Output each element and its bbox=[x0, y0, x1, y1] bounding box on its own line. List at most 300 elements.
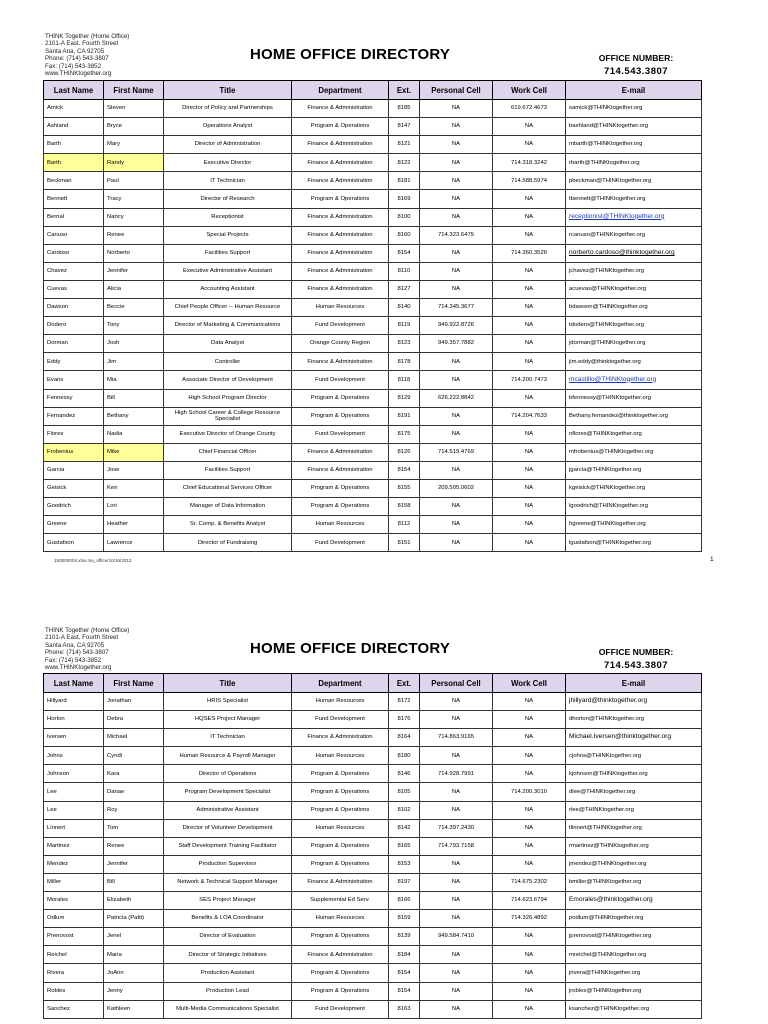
cell-first-name: Danae bbox=[104, 783, 164, 801]
cell-ext: 8153 bbox=[389, 855, 420, 873]
cell-last-name: Lee bbox=[44, 783, 104, 801]
cell-work-cell: 714.623.6794 bbox=[493, 892, 566, 910]
cell-first-name: Debra bbox=[104, 711, 164, 729]
office-number-label: OFFICE NUMBER: bbox=[598, 53, 674, 63]
company-name: THINK Together (Home Office) bbox=[45, 627, 130, 634]
cell-department: Human Resources bbox=[292, 910, 389, 928]
cell-department: Finance & Administration bbox=[292, 100, 389, 118]
cell-department: Supplemental Ed Serv. bbox=[292, 892, 389, 910]
cell-personal-cell: NA bbox=[420, 136, 493, 154]
cell-work-cell: NA bbox=[493, 280, 566, 298]
cell-first-name: Bethany bbox=[104, 407, 164, 425]
company-fax: Fax: (714) 543-3852 bbox=[45, 656, 102, 664]
cell-first-name: Norberto bbox=[104, 244, 164, 262]
table-row bbox=[44, 765, 702, 783]
table-row bbox=[44, 335, 702, 353]
cell-ext: 8185 bbox=[389, 100, 420, 118]
directory-table-body bbox=[44, 693, 702, 1019]
cell-last-name: Bernal bbox=[44, 208, 104, 226]
cell-title: Executive Director of Orange County bbox=[164, 425, 292, 443]
company-city: Santa Ana, CA 92705 bbox=[45, 641, 105, 649]
cell-last-name: Frobenius bbox=[44, 443, 104, 461]
table-header-row bbox=[44, 81, 702, 100]
cell-last-name: Evans bbox=[44, 371, 104, 389]
col-header-personal-cell: Personal Cell bbox=[420, 81, 493, 100]
cell-ext: 8169 bbox=[389, 190, 420, 208]
cell-work-cell: 714.675.2302 bbox=[493, 873, 566, 891]
cell-email: nflores@THINKtogether.org bbox=[566, 425, 702, 443]
cell-personal-cell: NA bbox=[420, 190, 493, 208]
cell-email: bdawson@THINKtogether.org bbox=[566, 299, 702, 317]
cell-title: High School Career & College Resource Specialist bbox=[164, 407, 292, 425]
cell-email: tlinnert@THINKtogether.org bbox=[566, 819, 702, 837]
cell-department: Program & Operations bbox=[292, 855, 389, 873]
cell-title: Facilities Support bbox=[164, 244, 292, 262]
cell-ext: 8126 bbox=[389, 443, 420, 461]
cell-personal-cell: NA bbox=[420, 873, 493, 891]
cell-title: IT Technician bbox=[164, 172, 292, 190]
cell-first-name: Mary bbox=[104, 136, 164, 154]
company-phone: Phone: (714) 543-3807 bbox=[45, 649, 109, 657]
cell-email: jprenovost@THINKtogether.org bbox=[566, 928, 702, 946]
cell-ext: 8159 bbox=[389, 910, 420, 928]
col-header-work-cell: Work Cell bbox=[493, 81, 566, 100]
cell-email: samick@THINKtogether.org bbox=[566, 100, 702, 118]
cell-first-name: Lawrence bbox=[104, 534, 164, 552]
table-row bbox=[44, 855, 702, 873]
table-row bbox=[44, 479, 702, 497]
col-header-email: E-mail bbox=[566, 81, 702, 100]
directory-title: HOME OFFICE DIRECTORY bbox=[250, 640, 451, 657]
cell-work-cell: NA bbox=[493, 389, 566, 407]
cell-personal-cell: NA bbox=[420, 801, 493, 819]
cell-email: jdorman@THINKtogether.org bbox=[566, 335, 702, 353]
office-number-block bbox=[586, 646, 686, 672]
cell-work-cell: NA bbox=[493, 461, 566, 479]
cell-personal-cell: 714.928.7991 bbox=[420, 765, 493, 783]
cell-first-name: Lori bbox=[104, 498, 164, 516]
cell-email: rmartinez@THINKtogether.org bbox=[566, 837, 702, 855]
cell-work-cell: NA bbox=[493, 498, 566, 516]
cell-work-cell: NA bbox=[493, 819, 566, 837]
table-row bbox=[44, 317, 702, 335]
cell-title: Administrative Assistant bbox=[164, 801, 292, 819]
cell-department: Fund Development bbox=[292, 1000, 389, 1018]
cell-work-cell: NA bbox=[493, 534, 566, 552]
cell-first-name: Tony bbox=[104, 317, 164, 335]
cell-last-name: Beckman bbox=[44, 172, 104, 190]
cell-title: Director of Volunteer Development bbox=[164, 819, 292, 837]
table-row bbox=[44, 172, 702, 190]
cell-title: HRIS Specialist bbox=[164, 693, 292, 711]
cell-ext: 8178 bbox=[389, 353, 420, 371]
cell-personal-cell: NA bbox=[420, 280, 493, 298]
cell-title: Benefits & LOA Coordinator bbox=[164, 910, 292, 928]
cell-department: Program & Operations bbox=[292, 190, 389, 208]
cell-department: Finance & Administration bbox=[292, 226, 389, 244]
cell-department: Finance & Administration bbox=[292, 262, 389, 280]
table-row bbox=[44, 208, 702, 226]
table-row bbox=[44, 498, 702, 516]
cell-email: Emorales@thinktogether.org bbox=[566, 892, 702, 910]
cell-last-name: Fernandez bbox=[44, 407, 104, 425]
cell-email: mbarth@THINKtogether.org bbox=[566, 136, 702, 154]
cell-title: Chief Financial Officer bbox=[164, 443, 292, 461]
company-website: www.THINKtogether.org bbox=[45, 664, 112, 672]
cell-email: mreichel@THINKtogether.org bbox=[566, 946, 702, 964]
col-header-work-cell: Work Cell bbox=[493, 674, 566, 693]
cell-title: Accounting Assistant bbox=[164, 280, 292, 298]
cell-work-cell: NA bbox=[493, 443, 566, 461]
cell-last-name: Amick bbox=[44, 100, 104, 118]
cell-email: bfennessy@THINKtogether.org bbox=[566, 389, 702, 407]
col-header-ext: Ext. bbox=[389, 81, 420, 100]
cell-work-cell: 714.318.3242 bbox=[493, 154, 566, 172]
cell-personal-cell: NA bbox=[420, 154, 493, 172]
cell-personal-cell: NA bbox=[420, 100, 493, 118]
cell-title: Program Development Specialist bbox=[164, 783, 292, 801]
table-row bbox=[44, 1000, 702, 1018]
cell-ext: 8147 bbox=[389, 118, 420, 136]
cell-first-name: Maria bbox=[104, 946, 164, 964]
cell-email: rlee@THINKtogether.org bbox=[566, 801, 702, 819]
cell-department: Fund Development bbox=[292, 534, 389, 552]
cell-department: Fund Development bbox=[292, 711, 389, 729]
cell-last-name: Iversen bbox=[44, 729, 104, 747]
cell-department: Program & Operations bbox=[292, 407, 389, 425]
cell-ext: 8166 bbox=[389, 892, 420, 910]
cell-email: jrobles@THINKtogether.org bbox=[566, 982, 702, 1000]
table-row bbox=[44, 371, 702, 389]
cell-personal-cell: NA bbox=[420, 498, 493, 516]
cell-department: Program & Operations bbox=[292, 928, 389, 946]
cell-first-name: Heather bbox=[104, 516, 164, 534]
cell-work-cell: NA bbox=[493, 729, 566, 747]
cell-title: High School Program Director bbox=[164, 389, 292, 407]
cell-personal-cell: 714.397.2430 bbox=[420, 819, 493, 837]
cell-ext: 8155 bbox=[389, 479, 420, 497]
cell-ext: 8197 bbox=[389, 873, 420, 891]
cell-work-cell: NA bbox=[493, 982, 566, 1000]
cell-personal-cell: 949.922.8726 bbox=[420, 317, 493, 335]
col-header-email: E-mail bbox=[566, 674, 702, 693]
table-row bbox=[44, 353, 702, 371]
cell-last-name: Prenovost bbox=[44, 928, 104, 946]
table-row bbox=[44, 407, 702, 425]
table-row bbox=[44, 226, 702, 244]
cell-email: bashland@THINKtogether.org bbox=[566, 118, 702, 136]
cell-ext: 8139 bbox=[389, 928, 420, 946]
cell-first-name: Jenny bbox=[104, 982, 164, 1000]
cell-first-name: Tracy bbox=[104, 190, 164, 208]
cell-first-name: Roy bbox=[104, 801, 164, 819]
table-row bbox=[44, 389, 702, 407]
office-number-label: OFFICE NUMBER: bbox=[598, 647, 674, 657]
table-row bbox=[44, 729, 702, 747]
cell-work-cell: NA bbox=[493, 425, 566, 443]
cell-title: Chief Educational Services Officer bbox=[164, 479, 292, 497]
cell-last-name: Goodrich bbox=[44, 498, 104, 516]
cell-last-name: Reichel bbox=[44, 946, 104, 964]
cell-department: Orange County Region bbox=[292, 335, 389, 353]
cell-ext: 8154 bbox=[389, 244, 420, 262]
cell-ext: 8129 bbox=[389, 389, 420, 407]
cell-last-name: Martinez bbox=[44, 837, 104, 855]
company-address-block bbox=[45, 33, 129, 77]
col-header-title: Title bbox=[164, 81, 292, 100]
cell-email: cjohns@THINKtogether.org bbox=[566, 747, 702, 765]
table-row bbox=[44, 262, 702, 280]
table-row bbox=[44, 783, 702, 801]
cell-personal-cell: 209.505.0602 bbox=[420, 479, 493, 497]
table-row bbox=[44, 837, 702, 855]
cell-ext: 8172 bbox=[389, 693, 420, 711]
cell-department: Finance & Administration bbox=[292, 461, 389, 479]
cell-department: Human Resources bbox=[292, 516, 389, 534]
cell-department: Finance & Administration bbox=[292, 280, 389, 298]
cell-title: IT Technician bbox=[164, 729, 292, 747]
cell-personal-cell: NA bbox=[420, 783, 493, 801]
cell-last-name: Odlum bbox=[44, 910, 104, 928]
directory-page-2 bbox=[0, 590, 768, 1024]
cell-ext: 8175 bbox=[389, 425, 420, 443]
col-header-department: Department bbox=[292, 81, 389, 100]
cell-department: Finance & Administration bbox=[292, 873, 389, 891]
cell-title: Network & Technical Support Manager bbox=[164, 873, 292, 891]
cell-personal-cell: NA bbox=[420, 711, 493, 729]
cell-ext: 8154 bbox=[389, 461, 420, 479]
cell-department: Program & Operations bbox=[292, 118, 389, 136]
cell-email: acuevas@THINKtogether.org bbox=[566, 280, 702, 298]
table-row bbox=[44, 534, 702, 552]
cell-email: lgustafson@THINKtogether.org bbox=[566, 534, 702, 552]
cell-work-cell: 714.200.3010 bbox=[493, 783, 566, 801]
cell-department: Human Resources bbox=[292, 747, 389, 765]
cell-first-name: JoAnn bbox=[104, 964, 164, 982]
cell-personal-cell: NA bbox=[420, 534, 493, 552]
table-row bbox=[44, 747, 702, 765]
cell-department: Program & Operations bbox=[292, 479, 389, 497]
cell-email: jchavez@THINKtogether.org bbox=[566, 262, 702, 280]
cell-email[interactable]: receptionist@THINKtogether.org bbox=[566, 208, 702, 226]
cell-first-name: Mike bbox=[104, 443, 164, 461]
cell-title: Director of Strategic Initiatives bbox=[164, 946, 292, 964]
cell-first-name: Kathleen bbox=[104, 1000, 164, 1018]
cell-department: Finance & Administration bbox=[292, 353, 389, 371]
cell-department: Program & Operations bbox=[292, 765, 389, 783]
cell-department: Program & Operations bbox=[292, 964, 389, 982]
cell-last-name: Barth bbox=[44, 136, 104, 154]
company-street: 2101-A East. Fourth Street bbox=[45, 634, 119, 642]
cell-email: bmiller@THINKtogether.org bbox=[566, 873, 702, 891]
cell-email: Michael.Iversen@thinktogether.org bbox=[566, 729, 702, 747]
table-row bbox=[44, 711, 702, 729]
cell-last-name: Linnert bbox=[44, 819, 104, 837]
directory-title: HOME OFFICE DIRECTORY bbox=[250, 46, 451, 63]
cell-email: podlum@THINKtogether.org bbox=[566, 910, 702, 928]
cell-title: Sr. Comp. & Benefits Analyst bbox=[164, 516, 292, 534]
cell-first-name: Renee bbox=[104, 226, 164, 244]
table-row bbox=[44, 516, 702, 534]
table-row bbox=[44, 693, 702, 711]
office-number-value: 714.543.3807 bbox=[603, 66, 669, 77]
cell-title: Controller bbox=[164, 353, 292, 371]
cell-work-cell: NA bbox=[493, 136, 566, 154]
cell-first-name: Renee bbox=[104, 837, 164, 855]
company-address-block bbox=[45, 627, 129, 671]
cell-personal-cell: NA bbox=[420, 353, 493, 371]
cell-work-cell: NA bbox=[493, 262, 566, 280]
cell-work-cell: 619.672.4673 bbox=[493, 100, 566, 118]
cell-title: Human Resource & Payroll Manager bbox=[164, 747, 292, 765]
cell-last-name: Dorman bbox=[44, 335, 104, 353]
cell-personal-cell: NA bbox=[420, 118, 493, 136]
cell-title: Director of Administration bbox=[164, 136, 292, 154]
cell-email[interactable]: mcastillo@THINKtogether.org bbox=[566, 371, 702, 389]
cell-work-cell: NA bbox=[493, 801, 566, 819]
table-row bbox=[44, 154, 702, 172]
cell-title: SES Project Manager bbox=[164, 892, 292, 910]
cell-personal-cell: 626.222.8842 bbox=[420, 389, 493, 407]
cell-last-name: Robles bbox=[44, 982, 104, 1000]
cell-first-name: Tom bbox=[104, 819, 164, 837]
cell-email: jim.eddy@thinktogether.org bbox=[566, 353, 702, 371]
cell-personal-cell: NA bbox=[420, 461, 493, 479]
table-row bbox=[44, 801, 702, 819]
cell-ext: 8121 bbox=[389, 136, 420, 154]
cell-work-cell: NA bbox=[493, 479, 566, 497]
cell-title: Special Projects bbox=[164, 226, 292, 244]
table-row bbox=[44, 244, 702, 262]
cell-work-cell: NA bbox=[493, 208, 566, 226]
cell-title: Director of Policy and Partnerships bbox=[164, 100, 292, 118]
cell-personal-cell: NA bbox=[420, 371, 493, 389]
cell-ext: 8184 bbox=[389, 946, 420, 964]
cell-last-name: Lee bbox=[44, 801, 104, 819]
cell-first-name: Jim bbox=[104, 353, 164, 371]
cell-email: jrivera@THINKtogether.org bbox=[566, 964, 702, 982]
table-row bbox=[44, 118, 702, 136]
cell-title: Executive Administrative Assistant bbox=[164, 262, 292, 280]
cell-department: Finance & Administration bbox=[292, 443, 389, 461]
cell-email[interactable]: norberto.cardoso@thinktogether.org bbox=[566, 244, 702, 262]
directory-table-body bbox=[44, 100, 702, 552]
table-row bbox=[44, 928, 702, 946]
cell-last-name: Geisick bbox=[44, 479, 104, 497]
table-header-row bbox=[44, 674, 702, 693]
cell-department: Human Resources bbox=[292, 693, 389, 711]
cell-ext: 8122 bbox=[389, 154, 420, 172]
cell-ext: 8119 bbox=[389, 317, 420, 335]
cell-department: Finance & Administration bbox=[292, 729, 389, 747]
table-row bbox=[44, 892, 702, 910]
cell-work-cell: NA bbox=[493, 353, 566, 371]
cell-last-name: Johns bbox=[44, 747, 104, 765]
cell-first-name: Kara bbox=[104, 765, 164, 783]
cell-email: kjohnson@THINKtogether.org bbox=[566, 765, 702, 783]
office-number-value: 714.543.3807 bbox=[603, 660, 669, 671]
company-phone: Phone: (714) 543-3807 bbox=[45, 55, 109, 63]
cell-personal-cell: NA bbox=[420, 946, 493, 964]
cell-work-cell: NA bbox=[493, 317, 566, 335]
office-number-block bbox=[586, 52, 686, 78]
cell-last-name: Canuso bbox=[44, 226, 104, 244]
cell-title: Associate Director of Development bbox=[164, 371, 292, 389]
cell-first-name: Jenel bbox=[104, 928, 164, 946]
cell-email: hgreene@THINKtogether.org bbox=[566, 516, 702, 534]
directory-table bbox=[43, 80, 702, 552]
cell-ext: 8163 bbox=[389, 1000, 420, 1018]
col-header-title: Title bbox=[164, 674, 292, 693]
cell-personal-cell: NA bbox=[420, 892, 493, 910]
directory-table bbox=[43, 673, 702, 1019]
cell-email: dlee@THINKtogether.org bbox=[566, 783, 702, 801]
cell-ext: 8140 bbox=[389, 299, 420, 317]
cell-personal-cell: NA bbox=[420, 516, 493, 534]
cell-first-name: Mia bbox=[104, 371, 164, 389]
cell-last-name: Ashland bbox=[44, 118, 104, 136]
cell-title: Production Assistant bbox=[164, 964, 292, 982]
cell-ext: 8176 bbox=[389, 711, 420, 729]
cell-email: jhillyard@thinktogether.org bbox=[566, 693, 702, 711]
table-row bbox=[44, 910, 702, 928]
cell-first-name: Josh bbox=[104, 335, 164, 353]
cell-ext: 8105 bbox=[389, 783, 420, 801]
cell-title: Executive Director bbox=[164, 154, 292, 172]
cell-first-name: Alicia bbox=[104, 280, 164, 298]
cell-ext: 8158 bbox=[389, 498, 420, 516]
cell-email: tdodero@THINKtogether.org bbox=[566, 317, 702, 335]
cell-ext: 8180 bbox=[389, 747, 420, 765]
company-website: www.THINKtogether.org bbox=[45, 70, 112, 78]
col-header-last-name: Last Name bbox=[44, 674, 104, 693]
cell-last-name: Rivera bbox=[44, 964, 104, 982]
cell-last-name: Barth bbox=[44, 154, 104, 172]
cell-work-cell: NA bbox=[493, 299, 566, 317]
cell-personal-cell: 949.584.7410 bbox=[420, 928, 493, 946]
company-name: THINK Together (Home Office) bbox=[45, 33, 130, 40]
cell-personal-cell: 714.323.6475 bbox=[420, 226, 493, 244]
table-row bbox=[44, 190, 702, 208]
cell-last-name: Sanchez bbox=[44, 1000, 104, 1018]
cell-ext: 8165 bbox=[389, 837, 420, 855]
cell-personal-cell: NA bbox=[420, 425, 493, 443]
cell-last-name: Miller bbox=[44, 873, 104, 891]
cell-title: Staff Development Training Facilitator bbox=[164, 837, 292, 855]
cell-first-name: Nancy bbox=[104, 208, 164, 226]
cell-title: Facilities Support bbox=[164, 461, 292, 479]
cell-ext: 8118 bbox=[389, 371, 420, 389]
cell-ext: 8154 bbox=[389, 982, 420, 1000]
table-row bbox=[44, 100, 702, 118]
cell-personal-cell: NA bbox=[420, 244, 493, 262]
cell-department: Finance & Administration bbox=[292, 946, 389, 964]
cell-department: Finance & Administration bbox=[292, 244, 389, 262]
cell-email: kgeisick@THINKtogether.org bbox=[566, 479, 702, 497]
cell-department: Fund Development bbox=[292, 425, 389, 443]
cell-title: Manager of Data Information bbox=[164, 498, 292, 516]
cell-last-name: Garcia bbox=[44, 461, 104, 479]
cell-last-name: Flores bbox=[44, 425, 104, 443]
cell-email: Bethany.fernandez@thinktogether.org bbox=[566, 407, 702, 425]
table-row bbox=[44, 819, 702, 837]
cell-email: lgoodrich@THINKtogether.org bbox=[566, 498, 702, 516]
table-row bbox=[44, 136, 702, 154]
cell-title: Director of Fundraising bbox=[164, 534, 292, 552]
cell-ext: 8127 bbox=[389, 280, 420, 298]
cell-ext: 8146 bbox=[389, 765, 420, 783]
cell-last-name: Bennett bbox=[44, 190, 104, 208]
